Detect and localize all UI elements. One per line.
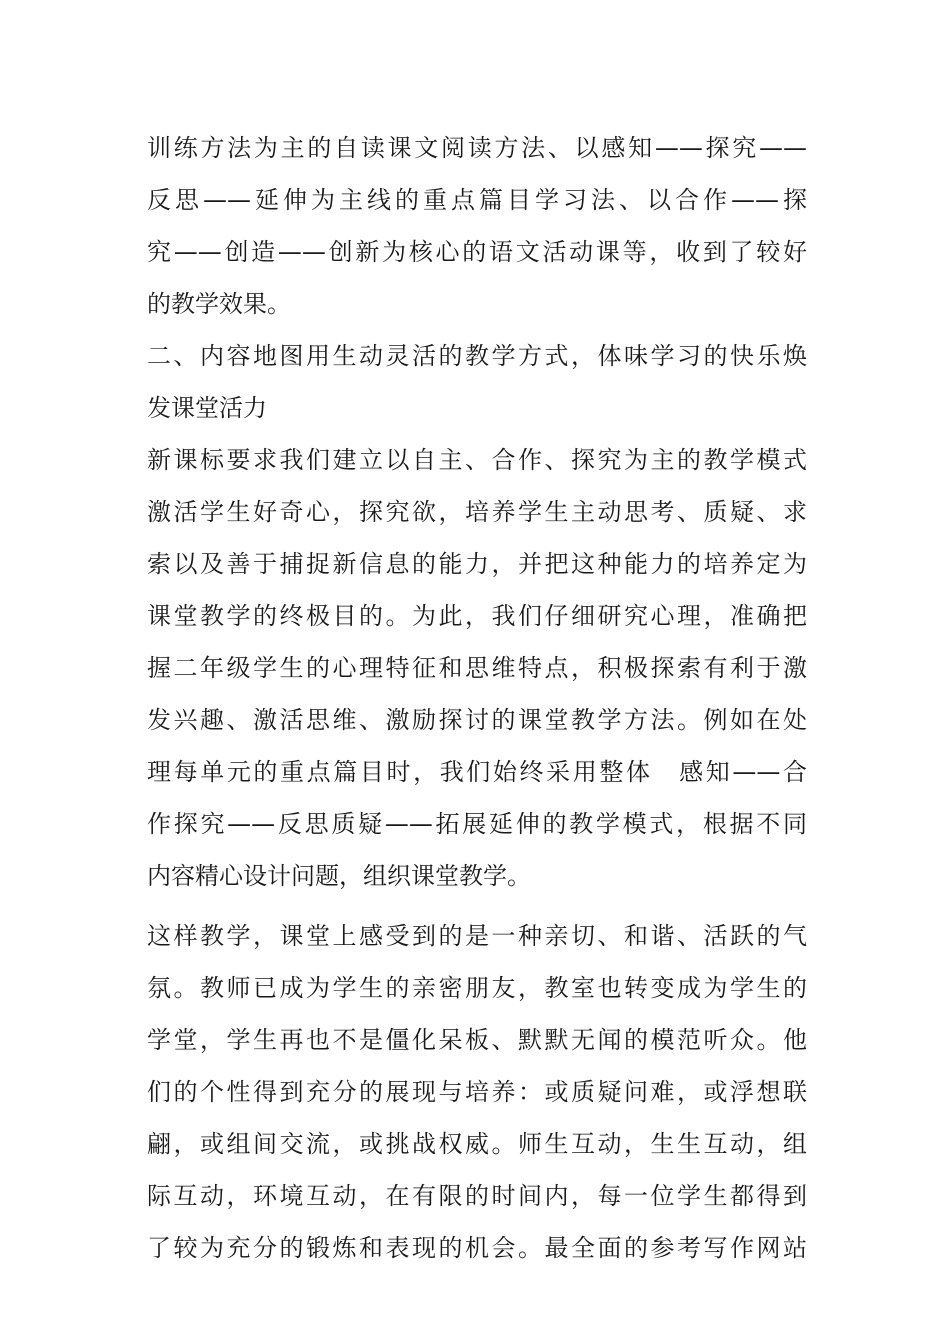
text-line: 的教学效果。 — [147, 290, 291, 318]
document-body — [147, 122, 807, 1274]
text-line: 激活学生好奇心，探究欲，培养学生主动思考、质疑、求 — [147, 498, 807, 526]
heading-line: 发课堂活力 — [147, 394, 267, 422]
paragraph-2 — [147, 434, 807, 902]
text-line: 们的个性得到充分的展现与培养：或质疑问难，或浮想联 — [147, 1078, 807, 1106]
text-line: 这样教学，课堂上感受到的是一种亲切、和谐、活跃的气 — [147, 922, 807, 950]
text-line: 发兴趣、激活思维、激励探讨的课堂教学方法。例如在处 — [147, 706, 807, 734]
text-line: 索以及善于捕捉新信息的能力，并把这种能力的培养定为 — [147, 550, 807, 578]
text-line: 握二年级学生的心理特征和思维特点，积极探索有利于激 — [147, 654, 807, 682]
text-line: 新课标要求我们建立以自主、合作、探究为主的教学模式 — [147, 446, 807, 474]
paragraph-3 — [147, 910, 807, 1274]
paragraph-gap — [147, 902, 807, 910]
text-line: 学堂，学生再也不是僵化呆板、默默无闻的模范听众。他 — [147, 1026, 807, 1054]
text-line: 际互动，环境互动，在有限的时间内，每一位学生都得到 — [147, 1182, 807, 1210]
text-line: 反思——延伸为主线的重点篇目学习法、以合作——探 — [147, 186, 807, 214]
text-line: 翩，或组间交流，或挑战权威。师生互动，生生互动，组 — [147, 1130, 807, 1158]
text-line: 内容精心设计问题，组织课堂教学。 — [147, 862, 531, 890]
heading-line: 二、内容地图用生动灵活的教学方式，体味学习的快乐焕 — [147, 342, 807, 370]
text-line: 氛。教师已成为学生的亲密朋友，教室也转变成为学生的 — [147, 974, 807, 1002]
text-line: 了较为充分的锻炼和表现的机会。最全面的参考写作网站 — [147, 1234, 807, 1262]
text-line: 作探究——反思质疑——拓展延伸的教学模式，根据不同 — [147, 810, 807, 838]
section-heading — [147, 330, 807, 434]
text-line: 究——创造——创新为核心的语文活动课等，收到了较好 — [147, 238, 807, 266]
text-line: 训练方法为主的自读课文阅读方法、以感知——探究—— — [147, 134, 807, 162]
text-line: 课堂教学的终极目的。为此，我们仔细研究心理，准确把 — [147, 602, 807, 630]
text-line: 理每单元的重点篇目时，我们始终采用整体 感知——合 — [147, 758, 807, 786]
paragraph-1 — [147, 122, 807, 330]
